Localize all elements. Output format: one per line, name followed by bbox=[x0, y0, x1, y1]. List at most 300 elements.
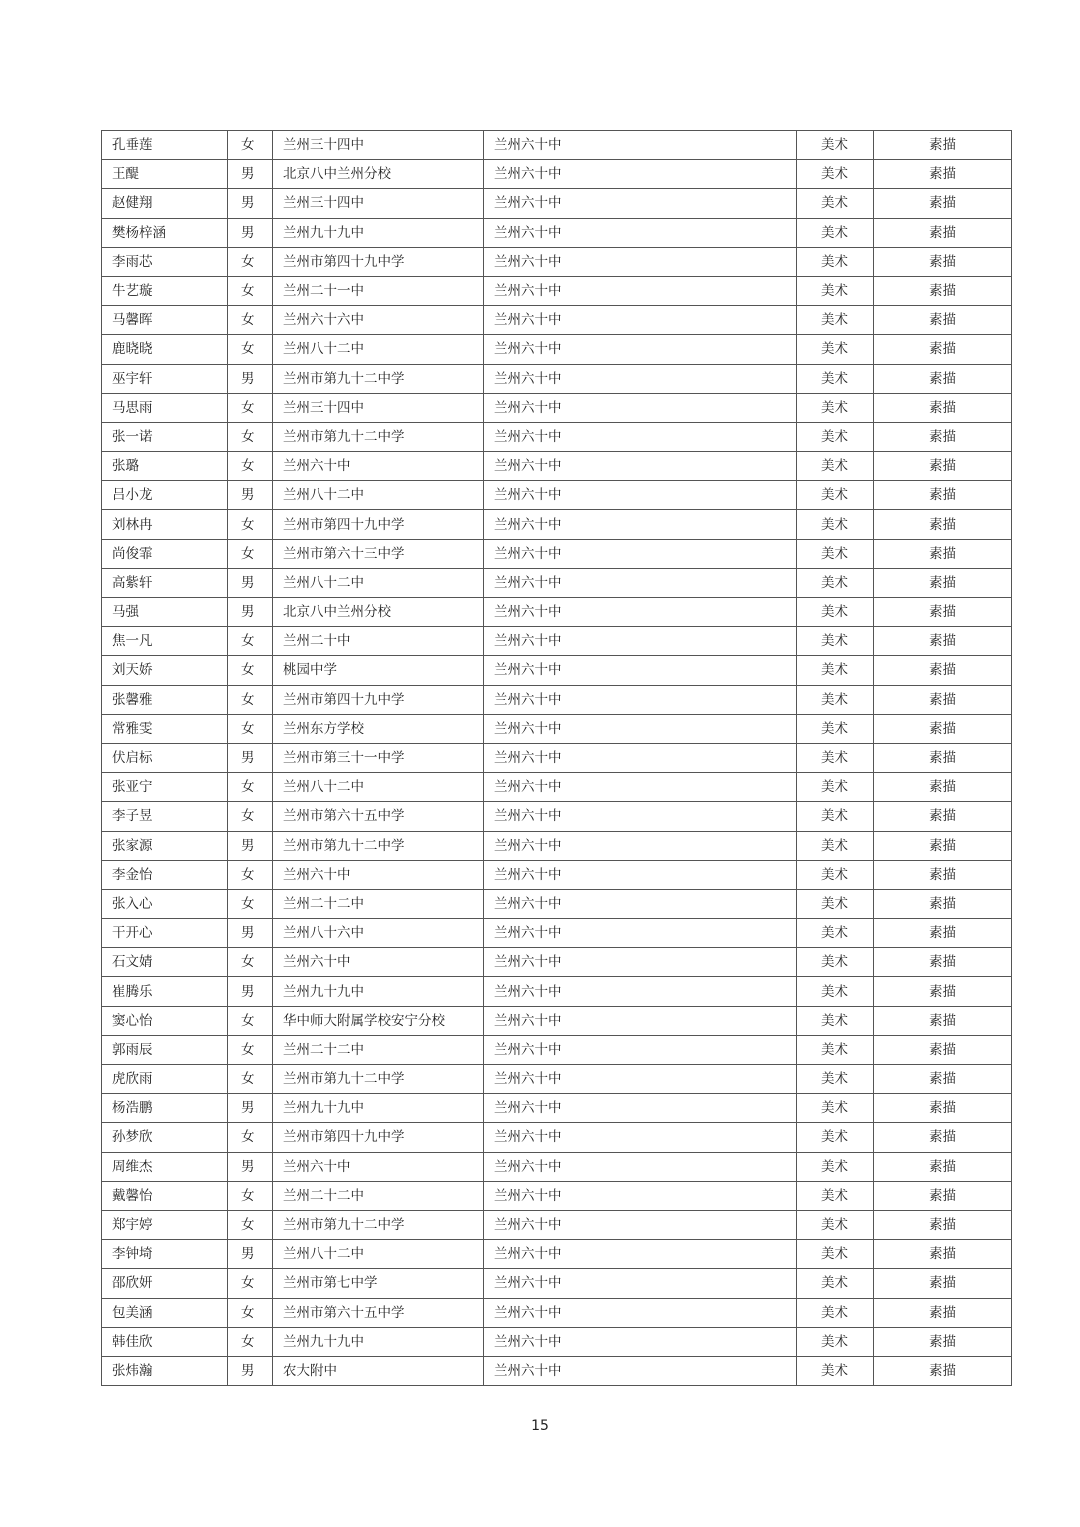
target-school-cell: 兰州六十中 bbox=[484, 452, 797, 481]
student-name-cell: 高紫轩 bbox=[102, 568, 228, 597]
school-cell: 北京八中兰州分校 bbox=[273, 160, 484, 189]
target-school-cell: 兰州六十中 bbox=[484, 1035, 797, 1064]
subject-cell: 美术 bbox=[797, 773, 874, 802]
target-school-cell: 兰州六十中 bbox=[484, 131, 797, 160]
direction-cell: 素描 bbox=[874, 276, 1012, 305]
student-name-cell: 张馨雅 bbox=[102, 685, 228, 714]
gender-cell: 女 bbox=[228, 1327, 273, 1356]
target-school-cell: 兰州六十中 bbox=[484, 1006, 797, 1035]
subject-cell: 美术 bbox=[797, 1298, 874, 1327]
subject-cell: 美术 bbox=[797, 598, 874, 627]
subject-cell: 美术 bbox=[797, 539, 874, 568]
student-name-cell: 张璐 bbox=[102, 452, 228, 481]
target-school-cell: 兰州六十中 bbox=[484, 335, 797, 364]
student-name-cell: 尚俊霏 bbox=[102, 539, 228, 568]
subject-cell: 美术 bbox=[797, 335, 874, 364]
subject-cell: 美术 bbox=[797, 1065, 874, 1094]
direction-cell: 素描 bbox=[874, 743, 1012, 772]
gender-cell: 女 bbox=[228, 1269, 273, 1298]
gender-cell: 女 bbox=[228, 714, 273, 743]
target-school-cell: 兰州六十中 bbox=[484, 743, 797, 772]
gender-cell: 女 bbox=[228, 1181, 273, 1210]
table-row bbox=[102, 218, 1012, 247]
table-row bbox=[102, 889, 1012, 918]
target-school-cell: 兰州六十中 bbox=[484, 919, 797, 948]
table-row bbox=[102, 1356, 1012, 1385]
table-row bbox=[102, 714, 1012, 743]
target-school-cell: 兰州六十中 bbox=[484, 773, 797, 802]
table-row bbox=[102, 802, 1012, 831]
subject-cell: 美术 bbox=[797, 1269, 874, 1298]
gender-cell: 男 bbox=[228, 598, 273, 627]
subject-cell: 美术 bbox=[797, 306, 874, 335]
student-name-cell: 郑宇婷 bbox=[102, 1210, 228, 1239]
target-school-cell: 兰州六十中 bbox=[484, 568, 797, 597]
student-name-cell: 马馨晖 bbox=[102, 306, 228, 335]
table-row bbox=[102, 1094, 1012, 1123]
gender-cell: 女 bbox=[228, 889, 273, 918]
student-name-cell: 李金怡 bbox=[102, 860, 228, 889]
direction-cell: 素描 bbox=[874, 1356, 1012, 1385]
target-school-cell: 兰州六十中 bbox=[484, 247, 797, 276]
subject-cell: 美术 bbox=[797, 1123, 874, 1152]
direction-cell: 素描 bbox=[874, 452, 1012, 481]
subject-cell: 美术 bbox=[797, 627, 874, 656]
target-school-cell: 兰州六十中 bbox=[484, 1181, 797, 1210]
target-school-cell: 兰州六十中 bbox=[484, 1094, 797, 1123]
subject-cell: 美术 bbox=[797, 1035, 874, 1064]
student-name-cell: 王醍 bbox=[102, 160, 228, 189]
table-row bbox=[102, 948, 1012, 977]
subject-cell: 美术 bbox=[797, 364, 874, 393]
direction-cell: 素描 bbox=[874, 306, 1012, 335]
target-school-cell: 兰州六十中 bbox=[484, 1298, 797, 1327]
table-row bbox=[102, 1298, 1012, 1327]
direction-cell: 素描 bbox=[874, 773, 1012, 802]
gender-cell: 男 bbox=[228, 1356, 273, 1385]
direction-cell: 素描 bbox=[874, 131, 1012, 160]
table-row bbox=[102, 1210, 1012, 1239]
subject-cell: 美术 bbox=[797, 218, 874, 247]
direction-cell: 素描 bbox=[874, 539, 1012, 568]
table-row bbox=[102, 510, 1012, 539]
direction-cell: 素描 bbox=[874, 656, 1012, 685]
table-row bbox=[102, 656, 1012, 685]
target-school-cell: 兰州六十中 bbox=[484, 831, 797, 860]
target-school-cell: 兰州六十中 bbox=[484, 1327, 797, 1356]
student-roster-table bbox=[101, 130, 1012, 1386]
student-name-cell: 邵欣妍 bbox=[102, 1269, 228, 1298]
subject-cell: 美术 bbox=[797, 685, 874, 714]
gender-cell: 女 bbox=[228, 452, 273, 481]
student-name-cell: 周维杰 bbox=[102, 1152, 228, 1181]
direction-cell: 素描 bbox=[874, 685, 1012, 714]
school-cell: 兰州市第九十二中学 bbox=[273, 364, 484, 393]
table-row bbox=[102, 1181, 1012, 1210]
direction-cell: 素描 bbox=[874, 1240, 1012, 1269]
table-row bbox=[102, 306, 1012, 335]
target-school-cell: 兰州六十中 bbox=[484, 714, 797, 743]
subject-cell: 美术 bbox=[797, 714, 874, 743]
table-row bbox=[102, 131, 1012, 160]
table-row bbox=[102, 1065, 1012, 1094]
gender-cell: 女 bbox=[228, 276, 273, 305]
direction-cell: 素描 bbox=[874, 889, 1012, 918]
subject-cell: 美术 bbox=[797, 656, 874, 685]
gender-cell: 女 bbox=[228, 247, 273, 276]
school-cell: 兰州九十九中 bbox=[273, 218, 484, 247]
table-row bbox=[102, 919, 1012, 948]
subject-cell: 美术 bbox=[797, 276, 874, 305]
direction-cell: 素描 bbox=[874, 422, 1012, 451]
direction-cell: 素描 bbox=[874, 510, 1012, 539]
direction-cell: 素描 bbox=[874, 831, 1012, 860]
subject-cell: 美术 bbox=[797, 889, 874, 918]
subject-cell: 美术 bbox=[797, 393, 874, 422]
subject-cell: 美术 bbox=[797, 802, 874, 831]
subject-cell: 美术 bbox=[797, 919, 874, 948]
subject-cell: 美术 bbox=[797, 422, 874, 451]
table-row bbox=[102, 773, 1012, 802]
direction-cell: 素描 bbox=[874, 1152, 1012, 1181]
student-name-cell: 郭雨辰 bbox=[102, 1035, 228, 1064]
student-name-cell: 李子昱 bbox=[102, 802, 228, 831]
student-name-cell: 伏启标 bbox=[102, 743, 228, 772]
student-name-cell: 戴馨怡 bbox=[102, 1181, 228, 1210]
school-cell: 兰州市第四十九中学 bbox=[273, 247, 484, 276]
direction-cell: 素描 bbox=[874, 1094, 1012, 1123]
direction-cell: 素描 bbox=[874, 189, 1012, 218]
student-name-cell: 石文婧 bbox=[102, 948, 228, 977]
direction-cell: 素描 bbox=[874, 1181, 1012, 1210]
student-name-cell: 崔腾乐 bbox=[102, 977, 228, 1006]
target-school-cell: 兰州六十中 bbox=[484, 977, 797, 1006]
gender-cell: 男 bbox=[228, 1094, 273, 1123]
table-row bbox=[102, 452, 1012, 481]
subject-cell: 美术 bbox=[797, 1327, 874, 1356]
direction-cell: 素描 bbox=[874, 1210, 1012, 1239]
target-school-cell: 兰州六十中 bbox=[484, 510, 797, 539]
direction-cell: 素描 bbox=[874, 1298, 1012, 1327]
table-row bbox=[102, 831, 1012, 860]
subject-cell: 美术 bbox=[797, 189, 874, 218]
student-name-cell: 包美涵 bbox=[102, 1298, 228, 1327]
target-school-cell: 兰州六十中 bbox=[484, 393, 797, 422]
direction-cell: 素描 bbox=[874, 714, 1012, 743]
gender-cell: 女 bbox=[228, 306, 273, 335]
gender-cell: 男 bbox=[228, 481, 273, 510]
gender-cell: 男 bbox=[228, 977, 273, 1006]
school-cell: 兰州市第七中学 bbox=[273, 1269, 484, 1298]
target-school-cell: 兰州六十中 bbox=[484, 1210, 797, 1239]
table-row bbox=[102, 1152, 1012, 1181]
table-row bbox=[102, 276, 1012, 305]
gender-cell: 女 bbox=[228, 1298, 273, 1327]
gender-cell: 男 bbox=[228, 831, 273, 860]
table-row bbox=[102, 364, 1012, 393]
table-row bbox=[102, 627, 1012, 656]
school-cell: 兰州二十一中 bbox=[273, 276, 484, 305]
subject-cell: 美术 bbox=[797, 131, 874, 160]
direction-cell: 素描 bbox=[874, 948, 1012, 977]
student-name-cell: 李雨芯 bbox=[102, 247, 228, 276]
target-school-cell: 兰州六十中 bbox=[484, 218, 797, 247]
table-row bbox=[102, 860, 1012, 889]
student-name-cell: 刘林冉 bbox=[102, 510, 228, 539]
student-name-cell: 孔垂莲 bbox=[102, 131, 228, 160]
table-row bbox=[102, 247, 1012, 276]
table-row bbox=[102, 685, 1012, 714]
table-row bbox=[102, 481, 1012, 510]
subject-cell: 美术 bbox=[797, 1210, 874, 1239]
school-cell: 兰州市第九十二中学 bbox=[273, 1210, 484, 1239]
subject-cell: 美术 bbox=[797, 1094, 874, 1123]
student-name-cell: 孙梦欣 bbox=[102, 1123, 228, 1152]
school-cell: 兰州八十二中 bbox=[273, 335, 484, 364]
gender-cell: 男 bbox=[228, 218, 273, 247]
target-school-cell: 兰州六十中 bbox=[484, 860, 797, 889]
school-cell: 兰州八十二中 bbox=[273, 568, 484, 597]
gender-cell: 男 bbox=[228, 568, 273, 597]
gender-cell: 女 bbox=[228, 422, 273, 451]
subject-cell: 美术 bbox=[797, 860, 874, 889]
gender-cell: 女 bbox=[228, 1006, 273, 1035]
school-cell: 兰州九十九中 bbox=[273, 1094, 484, 1123]
table-row bbox=[102, 1035, 1012, 1064]
target-school-cell: 兰州六十中 bbox=[484, 160, 797, 189]
school-cell: 北京八中兰州分校 bbox=[273, 598, 484, 627]
student-name-cell: 虎欣雨 bbox=[102, 1065, 228, 1094]
target-school-cell: 兰州六十中 bbox=[484, 364, 797, 393]
target-school-cell: 兰州六十中 bbox=[484, 1123, 797, 1152]
school-cell: 兰州市第九十二中学 bbox=[273, 831, 484, 860]
subject-cell: 美术 bbox=[797, 1181, 874, 1210]
target-school-cell: 兰州六十中 bbox=[484, 802, 797, 831]
school-cell: 兰州市第四十九中学 bbox=[273, 685, 484, 714]
gender-cell: 女 bbox=[228, 510, 273, 539]
student-name-cell: 张炜瀚 bbox=[102, 1356, 228, 1385]
direction-cell: 素描 bbox=[874, 1065, 1012, 1094]
subject-cell: 美术 bbox=[797, 481, 874, 510]
gender-cell: 女 bbox=[228, 131, 273, 160]
school-cell: 兰州市第六十五中学 bbox=[273, 1298, 484, 1327]
school-cell: 兰州八十六中 bbox=[273, 919, 484, 948]
direction-cell: 素描 bbox=[874, 1006, 1012, 1035]
target-school-cell: 兰州六十中 bbox=[484, 656, 797, 685]
school-cell: 桃园中学 bbox=[273, 656, 484, 685]
table-row bbox=[102, 539, 1012, 568]
direction-cell: 素描 bbox=[874, 860, 1012, 889]
student-name-cell: 巫宇轩 bbox=[102, 364, 228, 393]
gender-cell: 男 bbox=[228, 160, 273, 189]
subject-cell: 美术 bbox=[797, 743, 874, 772]
school-cell: 兰州六十中 bbox=[273, 860, 484, 889]
student-name-cell: 干开心 bbox=[102, 919, 228, 948]
student-name-cell: 牛艺璇 bbox=[102, 276, 228, 305]
school-cell: 兰州八十二中 bbox=[273, 481, 484, 510]
table-row bbox=[102, 1269, 1012, 1298]
student-name-cell: 杨浩鹏 bbox=[102, 1094, 228, 1123]
table-row bbox=[102, 598, 1012, 627]
school-cell: 兰州六十中 bbox=[273, 452, 484, 481]
direction-cell: 素描 bbox=[874, 1327, 1012, 1356]
subject-cell: 美术 bbox=[797, 452, 874, 481]
direction-cell: 素描 bbox=[874, 598, 1012, 627]
target-school-cell: 兰州六十中 bbox=[484, 422, 797, 451]
gender-cell: 女 bbox=[228, 1210, 273, 1239]
subject-cell: 美术 bbox=[797, 977, 874, 1006]
gender-cell: 男 bbox=[228, 1240, 273, 1269]
subject-cell: 美术 bbox=[797, 1006, 874, 1035]
subject-cell: 美术 bbox=[797, 948, 874, 977]
student-name-cell: 张一诺 bbox=[102, 422, 228, 451]
table-row bbox=[102, 568, 1012, 597]
target-school-cell: 兰州六十中 bbox=[484, 1240, 797, 1269]
school-cell: 兰州市第四十九中学 bbox=[273, 1123, 484, 1152]
target-school-cell: 兰州六十中 bbox=[484, 889, 797, 918]
student-name-cell: 吕小龙 bbox=[102, 481, 228, 510]
school-cell: 兰州东方学校 bbox=[273, 714, 484, 743]
target-school-cell: 兰州六十中 bbox=[484, 685, 797, 714]
direction-cell: 素描 bbox=[874, 627, 1012, 656]
direction-cell: 素描 bbox=[874, 218, 1012, 247]
gender-cell: 男 bbox=[228, 364, 273, 393]
student-name-cell: 马强 bbox=[102, 598, 228, 627]
school-cell: 兰州六十中 bbox=[273, 1152, 484, 1181]
school-cell: 兰州九十九中 bbox=[273, 977, 484, 1006]
gender-cell: 女 bbox=[228, 1065, 273, 1094]
subject-cell: 美术 bbox=[797, 510, 874, 539]
table-row bbox=[102, 1123, 1012, 1152]
table-row bbox=[102, 422, 1012, 451]
school-cell: 兰州六十六中 bbox=[273, 306, 484, 335]
page-number: 15 bbox=[531, 1418, 549, 1434]
target-school-cell: 兰州六十中 bbox=[484, 1152, 797, 1181]
student-name-cell: 樊杨梓涵 bbox=[102, 218, 228, 247]
subject-cell: 美术 bbox=[797, 1152, 874, 1181]
student-name-cell: 常雅雯 bbox=[102, 714, 228, 743]
student-name-cell: 韩佳欣 bbox=[102, 1327, 228, 1356]
gender-cell: 女 bbox=[228, 802, 273, 831]
school-cell: 兰州二十中 bbox=[273, 627, 484, 656]
student-name-cell: 鹿晓晓 bbox=[102, 335, 228, 364]
direction-cell: 素描 bbox=[874, 568, 1012, 597]
direction-cell: 素描 bbox=[874, 481, 1012, 510]
target-school-cell: 兰州六十中 bbox=[484, 948, 797, 977]
school-cell: 兰州三十四中 bbox=[273, 393, 484, 422]
table-row bbox=[102, 1006, 1012, 1035]
gender-cell: 女 bbox=[228, 393, 273, 422]
gender-cell: 男 bbox=[228, 189, 273, 218]
student-name-cell: 赵健翔 bbox=[102, 189, 228, 218]
direction-cell: 素描 bbox=[874, 393, 1012, 422]
student-name-cell: 张亚宁 bbox=[102, 773, 228, 802]
target-school-cell: 兰州六十中 bbox=[484, 306, 797, 335]
table-row bbox=[102, 160, 1012, 189]
direction-cell: 素描 bbox=[874, 364, 1012, 393]
table-row bbox=[102, 189, 1012, 218]
target-school-cell: 兰州六十中 bbox=[484, 539, 797, 568]
gender-cell: 女 bbox=[228, 860, 273, 889]
gender-cell: 男 bbox=[228, 1152, 273, 1181]
student-name-cell: 张入心 bbox=[102, 889, 228, 918]
gender-cell: 女 bbox=[228, 685, 273, 714]
student-name-cell: 焦一凡 bbox=[102, 627, 228, 656]
gender-cell: 女 bbox=[228, 656, 273, 685]
gender-cell: 男 bbox=[228, 743, 273, 772]
direction-cell: 素描 bbox=[874, 1269, 1012, 1298]
school-cell: 兰州二十二中 bbox=[273, 889, 484, 918]
student-name-cell: 李钟埼 bbox=[102, 1240, 228, 1269]
subject-cell: 美术 bbox=[797, 831, 874, 860]
gender-cell: 女 bbox=[228, 539, 273, 568]
direction-cell: 素描 bbox=[874, 802, 1012, 831]
direction-cell: 素描 bbox=[874, 160, 1012, 189]
table-row bbox=[102, 977, 1012, 1006]
school-cell: 兰州六十中 bbox=[273, 948, 484, 977]
roster-body bbox=[102, 131, 1012, 1386]
gender-cell: 女 bbox=[228, 335, 273, 364]
subject-cell: 美术 bbox=[797, 247, 874, 276]
school-cell: 兰州八十二中 bbox=[273, 773, 484, 802]
subject-cell: 美术 bbox=[797, 160, 874, 189]
table-row bbox=[102, 393, 1012, 422]
school-cell: 兰州市第九十二中学 bbox=[273, 1065, 484, 1094]
target-school-cell: 兰州六十中 bbox=[484, 1356, 797, 1385]
gender-cell: 男 bbox=[228, 919, 273, 948]
target-school-cell: 兰州六十中 bbox=[484, 481, 797, 510]
target-school-cell: 兰州六十中 bbox=[484, 1065, 797, 1094]
target-school-cell: 兰州六十中 bbox=[484, 1269, 797, 1298]
gender-cell: 女 bbox=[228, 1035, 273, 1064]
school-cell: 兰州市第三十一中学 bbox=[273, 743, 484, 772]
table-row bbox=[102, 1240, 1012, 1269]
table-row bbox=[102, 743, 1012, 772]
subject-cell: 美术 bbox=[797, 568, 874, 597]
school-cell: 兰州市第六十三中学 bbox=[273, 539, 484, 568]
school-cell: 兰州市第六十五中学 bbox=[273, 802, 484, 831]
school-cell: 华中师大附属学校安宁分校 bbox=[273, 1006, 484, 1035]
target-school-cell: 兰州六十中 bbox=[484, 627, 797, 656]
gender-cell: 女 bbox=[228, 773, 273, 802]
gender-cell: 女 bbox=[228, 1123, 273, 1152]
target-school-cell: 兰州六十中 bbox=[484, 598, 797, 627]
student-name-cell: 窦心怡 bbox=[102, 1006, 228, 1035]
gender-cell: 女 bbox=[228, 948, 273, 977]
table-row bbox=[102, 335, 1012, 364]
student-name-cell: 张家源 bbox=[102, 831, 228, 860]
student-name-cell: 马思雨 bbox=[102, 393, 228, 422]
direction-cell: 素描 bbox=[874, 1035, 1012, 1064]
school-cell: 兰州二十二中 bbox=[273, 1181, 484, 1210]
direction-cell: 素描 bbox=[874, 247, 1012, 276]
direction-cell: 素描 bbox=[874, 977, 1012, 1006]
gender-cell: 女 bbox=[228, 627, 273, 656]
direction-cell: 素描 bbox=[874, 335, 1012, 364]
table-row bbox=[102, 1327, 1012, 1356]
direction-cell: 素描 bbox=[874, 1123, 1012, 1152]
school-cell: 兰州三十四中 bbox=[273, 131, 484, 160]
school-cell: 兰州九十九中 bbox=[273, 1327, 484, 1356]
school-cell: 兰州市第四十九中学 bbox=[273, 510, 484, 539]
subject-cell: 美术 bbox=[797, 1356, 874, 1385]
target-school-cell: 兰州六十中 bbox=[484, 189, 797, 218]
school-cell: 兰州八十二中 bbox=[273, 1240, 484, 1269]
student-name-cell: 刘天娇 bbox=[102, 656, 228, 685]
target-school-cell: 兰州六十中 bbox=[484, 276, 797, 305]
school-cell: 兰州二十二中 bbox=[273, 1035, 484, 1064]
school-cell: 兰州市第九十二中学 bbox=[273, 422, 484, 451]
